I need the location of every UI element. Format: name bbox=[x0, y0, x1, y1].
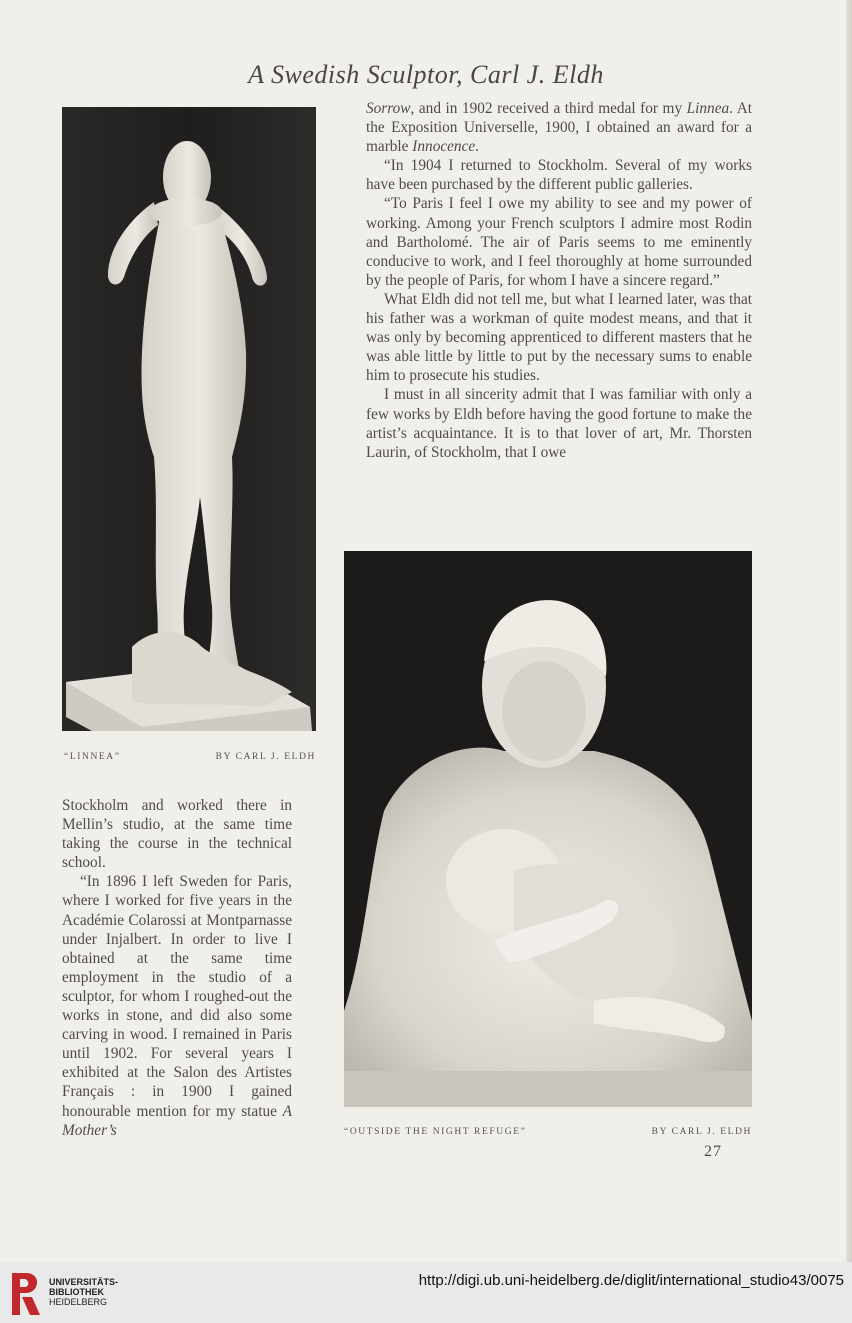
library-name-line: HEIDELBERG bbox=[49, 1297, 108, 1307]
italic-title: Linnea bbox=[686, 100, 730, 117]
library-name-line: UNIVERSITÄTS- bbox=[49, 1277, 119, 1287]
library-logo-icon bbox=[8, 1271, 42, 1317]
night-refuge-sculpture-image bbox=[344, 551, 752, 1107]
page-number: 27 bbox=[704, 1143, 722, 1160]
paragraph: “In 1904 I returned to Stockholm. Several of my works have been purchased by the different public galleries. bbox=[366, 157, 752, 194]
paragraph bbox=[62, 872, 292, 1139]
text-run: “In 1896 I left Sweden for Paris, where I worked for five years in the Académie Colarossi at Montparnasse under Injalbert. In order to live I obtained at the same time employment in the studio of a sculptor, for whom I roughed-out the works in stone, and did also some carving in wood. I remained in Paris until 1902. For several years I exhibited at the Salon des Artistes Français : in 1900 I gained honourable mention for my statue bbox=[62, 873, 292, 1120]
left-text-column bbox=[62, 796, 292, 1140]
running-head: A Swedish Sculptor, Carl J. Eldh bbox=[248, 60, 604, 89]
night-refuge-photo bbox=[344, 551, 752, 1107]
paragraph: Stockholm and worked there in Mellin’s studio, at the same time taking the course in the technical school. bbox=[62, 797, 292, 872]
linnea-photo bbox=[62, 107, 316, 731]
library-name bbox=[49, 1277, 118, 1307]
text-run: , and in 1902 received a third medal for my bbox=[410, 100, 687, 117]
library-name-line: BIBLIOTHEK bbox=[49, 1287, 104, 1297]
italic-title: Innocence bbox=[412, 138, 476, 156]
right-text-column bbox=[366, 99, 752, 462]
linnea-statue-image bbox=[62, 107, 316, 731]
italic-title: Sorrow bbox=[366, 100, 411, 117]
text-run: . bbox=[475, 138, 479, 156]
night-refuge-caption-credit: BY CARL J. ELDH bbox=[651, 1127, 752, 1137]
night-refuge-caption-title: “OUTSIDE THE NIGHT REFUGE” bbox=[344, 1127, 527, 1137]
linnea-caption-credit: BY CARL J. ELDH bbox=[215, 752, 316, 762]
paragraph: “To Paris I feel I owe my ability to see and my power of working. Among your French sculptors I admire most Rodin and Bartholomé. The air of Paris seems to me eminently conducive to work, and I feel thoroughly at home surrounded by the people of Paris, for whom I have a sincere regard.” bbox=[366, 195, 752, 289]
italic-title: A Mother’s bbox=[62, 1102, 292, 1139]
paragraph: I must in all sincerity admit that I was familiar with only a few works by Eldh before having the good fortune to make the artist’s acquaintance. It is to that lover of art, Mr. Thorsten Laurin, of Stockholm, that I owe bbox=[366, 386, 752, 461]
linnea-caption-title: “LINNEA” bbox=[64, 752, 121, 762]
source-url-link[interactable]: http://digi.ub.uni-heidelberg.de/diglit/international_studio43/0075 bbox=[418, 1272, 844, 1289]
footer-bar bbox=[0, 1262, 852, 1323]
paragraph bbox=[366, 99, 752, 156]
page-edge bbox=[846, 0, 852, 1262]
text-run: . At the Exposition Universelle, 1900, I obtained an award for a marble bbox=[366, 100, 752, 156]
paragraph: What Eldh did not tell me, but what I learned later, was that his father was a workman of quite modest means, and that it was only by becoming apprenticed to different masters that he was able little by little to put by the necessary sums to enable him to prosecute his studies. bbox=[366, 290, 752, 385]
